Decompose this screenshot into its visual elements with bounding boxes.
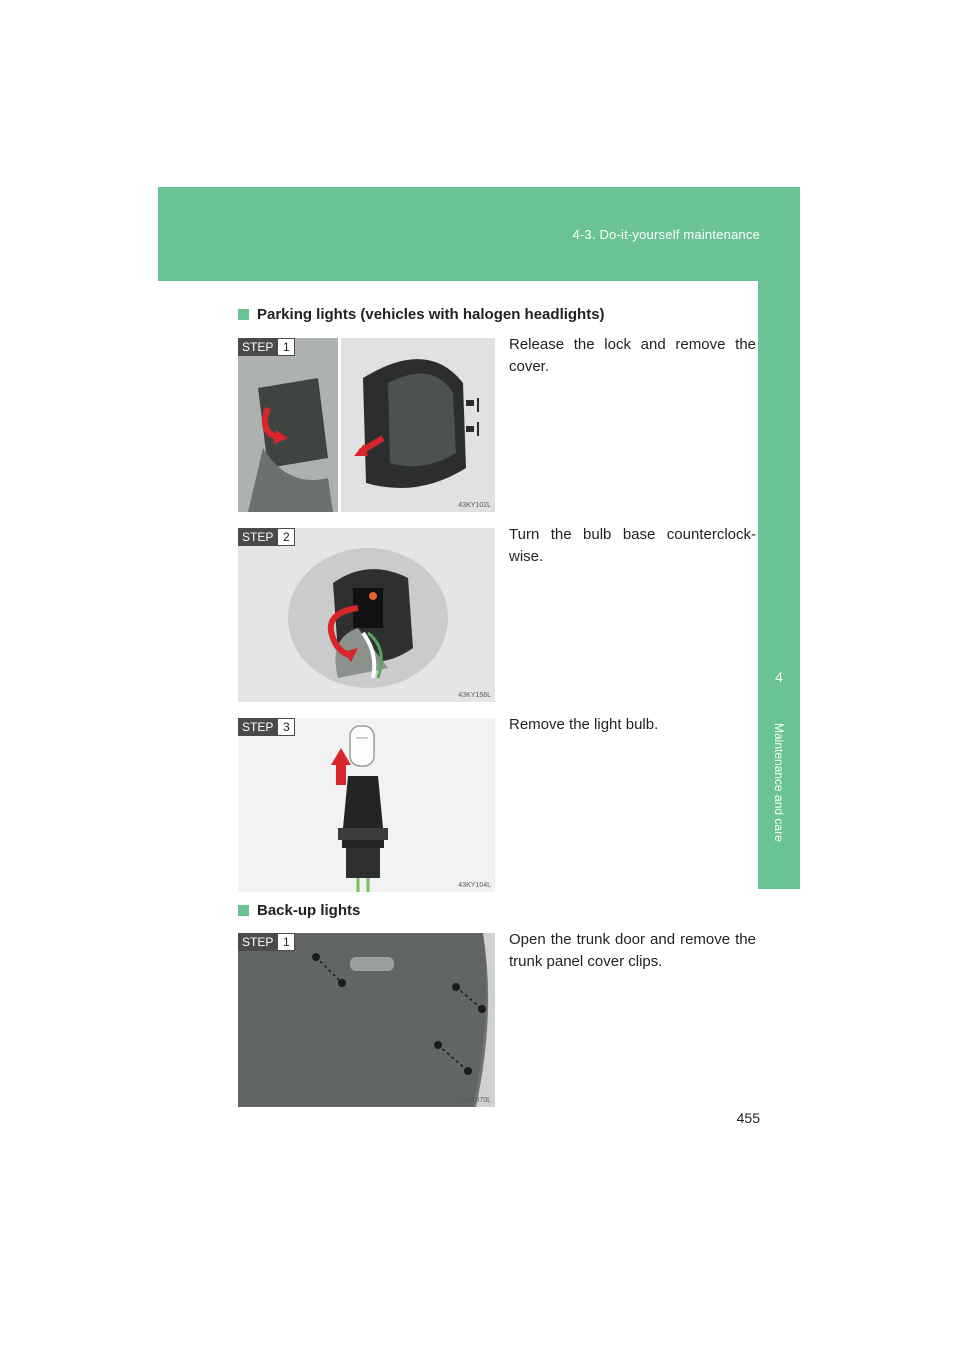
bullet-square-icon [238, 309, 249, 320]
figure-code: 43KY156L [458, 692, 491, 699]
section-title: 4-3. Do-it-yourself maintenance [572, 227, 760, 242]
step-badge: STEP 3 [238, 718, 295, 736]
step-badge: STEP 1 [238, 933, 295, 951]
page-number: 455 [736, 1110, 760, 1126]
illustration-bulb-base-turn [238, 528, 495, 702]
chapter-number: 4 [775, 669, 783, 685]
step-1-instruction: Release the lock and remove the cover. [509, 336, 756, 375]
header-band [158, 187, 800, 281]
figure-step-3-bulb [238, 718, 495, 892]
figure-code: 43KY104L [458, 882, 491, 889]
illustration-bulb-removal [238, 718, 495, 892]
figure-code: 43KY102L [458, 502, 491, 509]
section-heading-back-up-lights [238, 902, 360, 919]
section-heading-text: Back-up lights [257, 902, 361, 919]
step-2-instruction: Turn the bulb base counterclock-wise. [509, 526, 756, 565]
section-heading-parking-lights [238, 306, 605, 323]
chapter-tab [758, 281, 800, 889]
step-3-instruction: Remove the light bulb. [509, 716, 659, 733]
step-badge: STEP 1 [238, 338, 295, 356]
figure-step-1-cover [238, 338, 495, 512]
backup-step-1-instruction: Open the trunk door and remove the trunk panel cover clips. [509, 931, 756, 970]
chapter-label: Maintenance and care [772, 723, 786, 842]
bullet-square-icon [238, 905, 249, 916]
figure-code: 43KY070L [458, 1097, 491, 1104]
illustration-cover-release [238, 338, 495, 512]
step-badge: STEP 2 [238, 528, 295, 546]
illustration-trunk-panel [238, 933, 495, 1107]
section-heading-text: Parking lights (vehicles with halogen headlights) [257, 306, 605, 323]
figure-backup-step-1-trunk [238, 933, 495, 1107]
figure-step-2-bulb-base [238, 528, 495, 702]
